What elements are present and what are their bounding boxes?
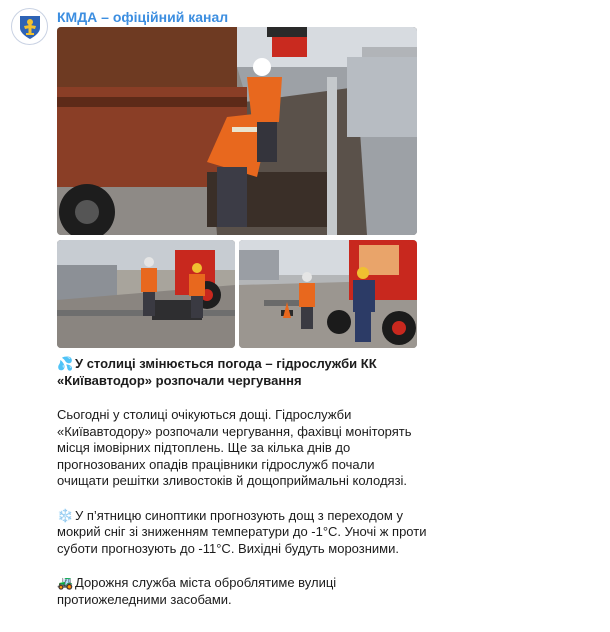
workers-cleaning-drain-image	[57, 27, 417, 235]
tractor-road-work-image	[239, 240, 417, 348]
post-paragraph-3-text: Дорожня служба міста оброблятиме вулиці протиожеледними засобами.	[57, 575, 337, 607]
post-photo-main[interactable]	[57, 27, 417, 235]
kyiv-coat-of-arms-icon	[18, 14, 42, 40]
channel-avatar[interactable]	[11, 8, 48, 45]
post-paragraph-1: Сьогодні у столиці очікуються дощі. Гідрослужби «Київавтодору» розпочали чергування, фахівці моніторять місця імовірних підтоплень. Ще за кілька днів до прогнозованих опадів працівники гідрослужб почали очищати решітки зливостоків й дощоприймальні колодязі.	[57, 407, 412, 488]
post-text	[57, 356, 427, 608]
droplets-icon: 💦	[57, 356, 74, 371]
post-photo-right[interactable]	[239, 240, 417, 348]
post-photo-left[interactable]	[57, 240, 235, 348]
post-title	[57, 356, 427, 389]
post-paragraph-2	[57, 508, 427, 558]
tractor-icon: 🚜	[57, 575, 74, 590]
post-paragraph-2-text: У п’ятницю синоптики прогнозують дощ з переходом у мокрий сніг зі зниженням температури до -1°С. Уночі ж проти суботи прогнозують до -11°С. Вихідні будуть морозними.	[57, 507, 427, 556]
post-title-text: У столиці змінюється погода – гідрослужби КК «Київавтодор» розпочали чергування	[57, 356, 377, 388]
workers-with-tractor-image	[57, 240, 235, 348]
channel-name[interactable]: КМДА – офіційний канал	[57, 9, 229, 25]
post-paragraph-3	[57, 575, 427, 608]
snowflake-icon: ❄️	[57, 507, 74, 523]
